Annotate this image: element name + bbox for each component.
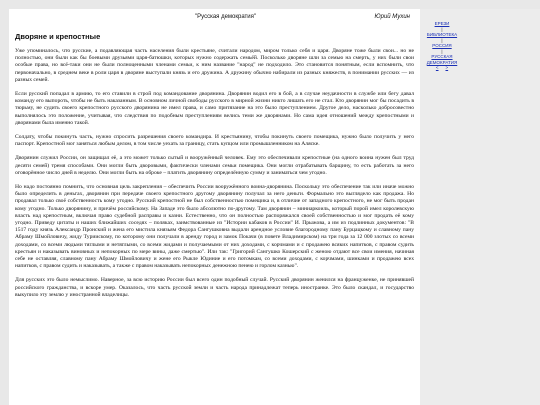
paragraph: Солдату, чтобы покинуть часть, нужно спросить разрешения своего командира. И крестьянину, чтобы покинуть своего помещика, нужно было получить у него паспорт. Крепостной мог заняться любым делом, в том числе уехать за границу, стать купцом или промышленником на Аляске. <box>15 134 414 148</box>
nav-link-library[interactable]: БИБЛИОТЕКА <box>426 32 458 37</box>
prev-page-link[interactable]: < <box>435 65 439 70</box>
nav-separator: | <box>441 26 443 32</box>
paragraph: Уже упоминалось, что русские, а подавляющая часть населения были крестьяне, считали народом, миром только себя и царя. Дворяне тоже были свои... но не полностью, они были как бы боевыми друзьями царя-батюшки, которых нужно содержать семьёй. Посколько дворяне шли за семью на смерть, у них были свои особые права, но всё-таки они не были полноценными членами семьи, к ним название "народ" не подходило. Это становится понятным, если вспомнить, что первоначально, в среднем веке в роли царя в дворяне выступали князь и его дружина. А дружину обычно набирали из разных княжеств, в понимании русских — из разных семей. <box>15 48 414 83</box>
next-page-link[interactable]: > <box>445 65 449 70</box>
sidebar <box>420 9 540 405</box>
nav-link-erezi[interactable]: ЕРЕЗИ <box>434 21 450 26</box>
paragraph: Но надо постоянно помнить, что основная цель закрепления – обеспечить России вооружённого воина-дворянина. Поскольку это обеспечение так или иначе можно было определить в деньгах, дворянин при передаче своего крепостного другому дворянину получал за него деньги. Формально это выглядело как продажа. Но продавал только своё собственность кому угодно. Русский крепостной не был собственностью помещика и, в отличие от западного крепостного, не мог быть продан кому угодно. Только дворянину, и причём российскому. На Западе это было абсолютно по-другому. Там дворянин – миниаркоиль, который порой имел королевскую власть над крепостным, включая право судебной расправы и казни. Естественно, что он полностью распоряжался своей собственностью и мог продать её кому угодно. Приведу цитаты и наших ближайших соседях – поляках, заимствованные из "Истории кабаков в России" И. Прыжова, а им из подлинных документов: "В 1517 году князь Александр Пронский и жена его мистила князьям Федора Сангушковна выдали арендное условие благородному пану Бурцацкому и славному пану Абраму Шмойловичу, жиду Туриискому, по которому они получали в аренду город и замок Покачи (в повете Владимирском) на три года за 12 000 злотых со всеми доходами, со всеми людьми тяглыми и нетяглыми, со всеми жидами и получаемыми от них доходами, с корчмами и с продажею всяких напитков, с правом судить крестьян и наказывать виновных и непокорных по мере вины, даже смертью". Или так: "Григорий Сангушко Кошерский с женою отдают все свои имения, начиная себе не оставляя, славному пану Абраму Шмойловичу и жене его Рыкле Юдиние и его потомкам, со всеми доходами, с корчмами, шинками и продажею всех напитков, с правом судить и наказывать, а также с правом наказывать непокорных денежною пенею и горлом казнью". <box>15 184 414 270</box>
paragraph: Дворянин служил России, он защищал её, а это может только сытый и вооружённый человек. Ему это обеспечивали крепостные (на одного воина нужен был труд десяти семей) тремя способами. Они могли быть дворовыми, фактически членами семьи помещика. Они могли отрабатывать барщину, то есть работать за него оговорённое число дней в неделю. Они могли быть на оброке – платить дворянину определённую сумму и заниматься чем угодно. <box>15 155 414 176</box>
article-panel <box>9 9 420 405</box>
nav-separator: | <box>441 37 443 43</box>
sidebar-nav <box>426 21 458 71</box>
book-title: "Русская демократия" <box>195 14 257 20</box>
nav-link-russian-democracy[interactable]: РУССКАЯ ДЕМОКРАТИЯ <box>426 54 458 65</box>
book-header <box>15 14 414 28</box>
paragraph: Если русский попадал в армию, то его ставили в строй под командование дворянина. Дворянин водил его в бой, а в случае неудачности в службе или бегу давал команду его выпороть, чтобы не быть наказанным. В основном личной свободы русского в мирной жизни никто лишать его не стал. Кто дворянин мог бы посадить в тюрьму, не судить своего крепостного русского дворянина не имел права, и само притязание на это было преступлением. Другое дело, насколько добросовестно выполнялось это положение, учитывая, что следствия по подобным преступлениям велись теми же дворянами. Но сама идея отношений между крепостными и дворянами была именно такой. <box>15 91 414 126</box>
author-name: Юрий Мухин <box>374 14 410 20</box>
chapter-title: Дворяне и крепостные <box>15 32 101 41</box>
nav-link-russia[interactable]: РОССИЯ <box>432 43 452 48</box>
paragraph: Для русских это было немыслимо. Наверное, за всю историю России был всего один подобный случай. Русский дворянин женился на француженке, не принявшей российского гражданства, и вскоре умер. Оказалось, что часть русской земли и часть народа принадлежат теперь иностранке. Это было скандал, и государство выкупило эту землю у иностранной владелицы. <box>15 277 414 298</box>
page-arrows <box>426 65 458 71</box>
nav-separator: | <box>441 48 443 54</box>
